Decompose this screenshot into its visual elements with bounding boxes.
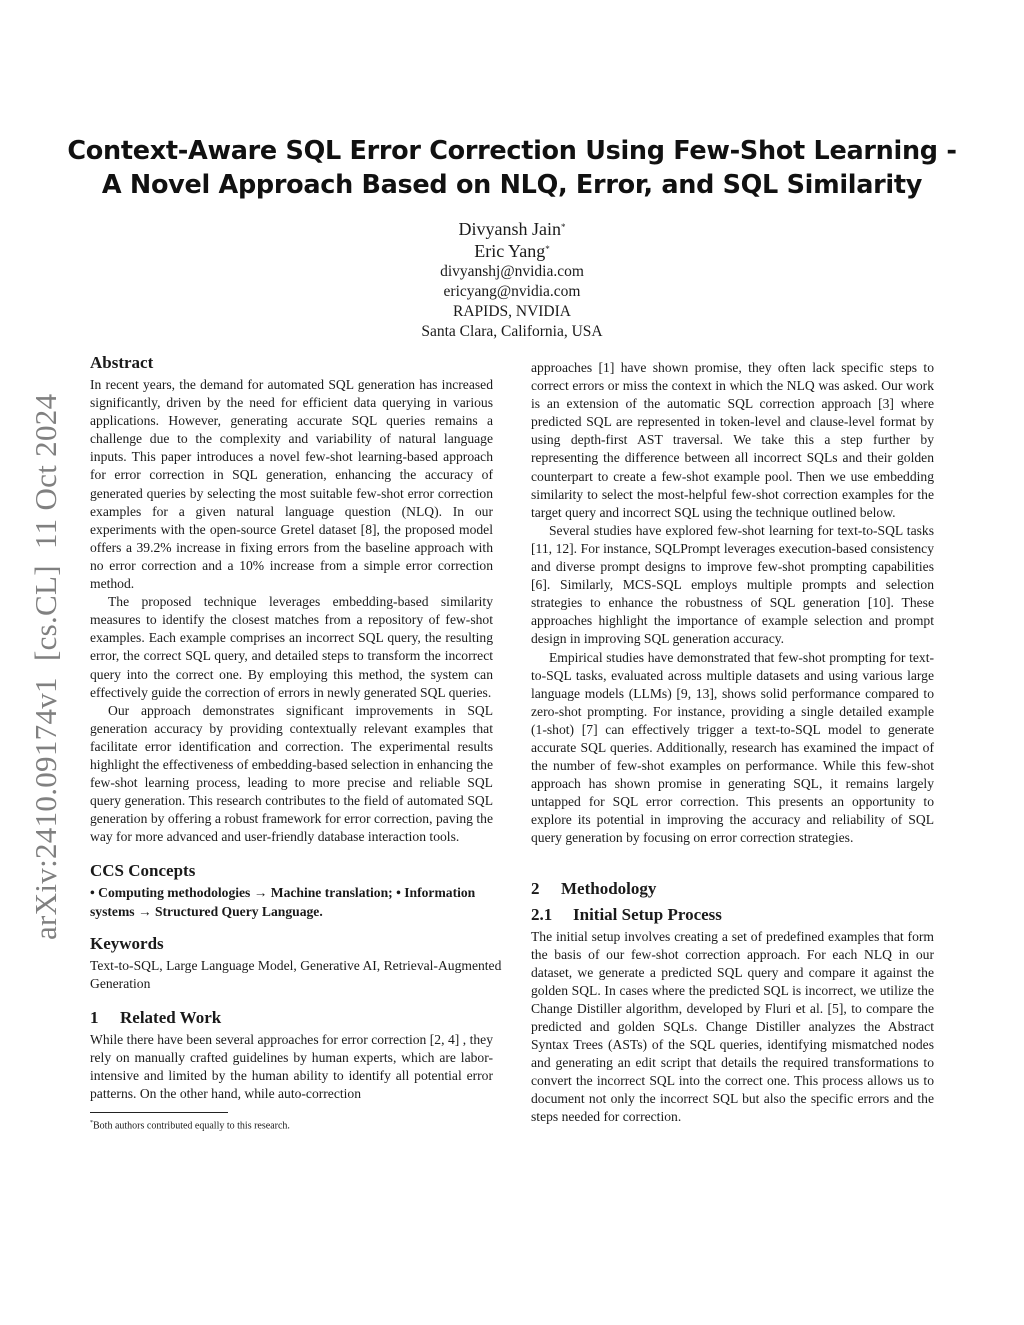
initial-setup-paragraph: The initial setup involves creating a set of predefined examples that form the basis of our few-shot correction approach. For each NLQ in our dataset, we generate a predicted SQL query and compare it against the golden SQL. In cases where the predicted SQL is incorrect, we utilize the Change Distiller algorithm, developed by Fluri et al. [5], to compare the predicted and golden SQLs. Change Distiller analyzes the Abstract Syntax Trees (ASTs) of the SQL queries, identifying mismatched nodes and generating an edit script that details the required transformations to convert the incorrect SQL into the correct one. This process allows us to document not only the incorrect SQL but also the specific errors and the steps needed for correction. <box>531 928 934 1125</box>
ccs-heading: CCS Concepts <box>90 861 196 881</box>
author-block <box>312 218 712 342</box>
section-number: 2 <box>531 878 540 898</box>
section-number: 1 <box>90 1007 99 1027</box>
author-1-email: divyanshj@nvidia.com <box>440 263 584 280</box>
location: Santa Clara, California, USA <box>421 323 603 340</box>
footnote <box>90 1117 493 1132</box>
affiliation: RAPIDS, NVIDIA <box>453 303 571 320</box>
author-2-email: ericyang@nvidia.com <box>443 283 581 300</box>
related-work-heading <box>90 1007 493 1029</box>
author-2 <box>312 240 712 262</box>
related-work-paragraph-3: Empirical studies have demonstrated that few-shot prompting for text-to-SQL tasks, evaluated across multiple datasets and using various large language models (LLMs) [9, 13], shows solid performance compared to zero-shot prompting. For instance, providing a single detailed example (1-shot) [7] can effectively trigger a text-to-SQL model to generate accurate SQL queries. Additionally, research has examined the impact of the number of few-shot examples on performance. While this few-shot approach has shown promise in generating SQL, it remains largely untapped for SQL error correction. This presents an opportunity to explore its potential in improving the accuracy and reliability of SQL query generation by focusing on error correction strategies. <box>531 649 934 846</box>
keywords-line-2: Generation <box>90 975 151 991</box>
author-1-mark: * <box>561 222 566 232</box>
subsection-title: Initial Setup Process <box>573 904 722 924</box>
subsection-number: 2.1 <box>531 904 553 924</box>
author-1 <box>312 218 712 240</box>
related-work-paragraph-2: Several studies have explored few-shot learning for text-to-SQL tasks [11, 12]. For instance, SQLPrompt leverages execution-based consistency and diverse prompt designs to improve few-shot prompting capabilities [6]. Similarly, MCS-SQL employs multiple prompts and selection strategies to enhance the robustness of SQL generation [10]. These approaches highlight the importance of example selection and prompt design in improving SQL generation accuracy. <box>531 522 934 647</box>
author-2-mark: * <box>545 244 550 254</box>
title-line-2: A Novel Approach Based on NLQ, Error, and SQL Similarity <box>101 170 923 200</box>
abstract-heading: Abstract <box>90 353 154 372</box>
ccs-concepts: • Computing methodologies → Machine translation; • Information systems → Structured Query Language. <box>90 885 476 919</box>
related-work-paragraph: While there have been several approaches for error correction [2, 4] , they rely on manually crafted guidelines by human experts, which are labor-intensive and limited by the human ability to identify all potential error patterns. On the other hand, while auto-correction <box>90 1031 493 1102</box>
related-work-continued: approaches [1] have shown promise, they often lack specific steps to correct errors or miss the context in which the NLQ was asked. Our work is an extension of the automatic SQL correction approach [3] where predicted SQL are represented in token-level and clause-level format by using depth-first AST traversal. We take this a step further by representing the difference between all incorrect SQLs and their golden counterpart to create a few-shot example pool. Then we use embedding similarity to select the most-helpful few-shot correction examples for the target query and incorrect SQL using the technique outlined below. <box>531 360 934 520</box>
abstract-paragraph-1: In recent years, the demand for automated SQL generation has increased significantly, driven by the need for efficient data querying in various applications. However, generating accurate SQL queries remains a challenge due to the complexity and variability of natural language inputs. This paper introduces a novel few-shot learning-based approach for error correction in SQL generation, enhancing the accuracy of generated queries by selecting the most suitable few-shot error correction examples for a given natural language question (NLQ). In our experiments with the open-source Gretel dataset [8], the proposed model offers a 39.2% increase in fixing errors from the baseline approach with no error correction and a 10% increase from a simple error correction method. <box>90 377 493 592</box>
initial-setup-heading <box>531 904 934 926</box>
author-2-name: Eric Yang <box>474 241 546 261</box>
title-line-1: Context-Aware SQL Error Correction Using Few-Shot Learning - <box>67 136 957 166</box>
methodology-heading <box>531 878 934 900</box>
footnote-text: Both authors contributed equally to this research. <box>93 1120 290 1132</box>
keywords-heading: Keywords <box>90 933 164 953</box>
section-title: Methodology <box>561 878 657 898</box>
keywords-line-1: Text-to-SQL, Large Language Model, Generative AI, Retrieval-Augmented <box>90 957 502 973</box>
paper-title <box>60 134 964 202</box>
footnote-rule <box>90 1112 228 1113</box>
author-1-name: Divyansh Jain <box>458 219 561 239</box>
left-column <box>90 352 502 1133</box>
section-title: Related Work <box>120 1007 222 1027</box>
abstract-paragraph-3: Our approach demonstrates significant improvements in SQL generation accuracy by providing contextually relevant examples that facilitate error identification and correction. The experimental results highlight the effectiveness of embedding-based selection in enhancing the few-shot learning process, leading to more precise and reliable SQL query generation. This research contributes to the field of automated SQL generation by offering a robust framework for error correction, paving the way for more advanced and user-friendly database interaction tools. <box>90 702 493 845</box>
footnote-mark: * <box>90 1120 93 1127</box>
arxiv-stamp: arXiv:2410.09174v1 [cs.CL] 11 Oct 2024 <box>28 393 63 940</box>
abstract-paragraph-2: The proposed technique leverages embedding-based similarity measures to identify the closest matches from a repository of few-shot examples. Each example comprises an incorrect SQL query, the resulting error, the correct SQL query, and detailed steps to transform the incorrect query into the correct one. By employing this method, the system can effectively guide the correction of errors in newly generated SQL queries. <box>90 594 493 700</box>
right-column <box>531 359 934 1127</box>
